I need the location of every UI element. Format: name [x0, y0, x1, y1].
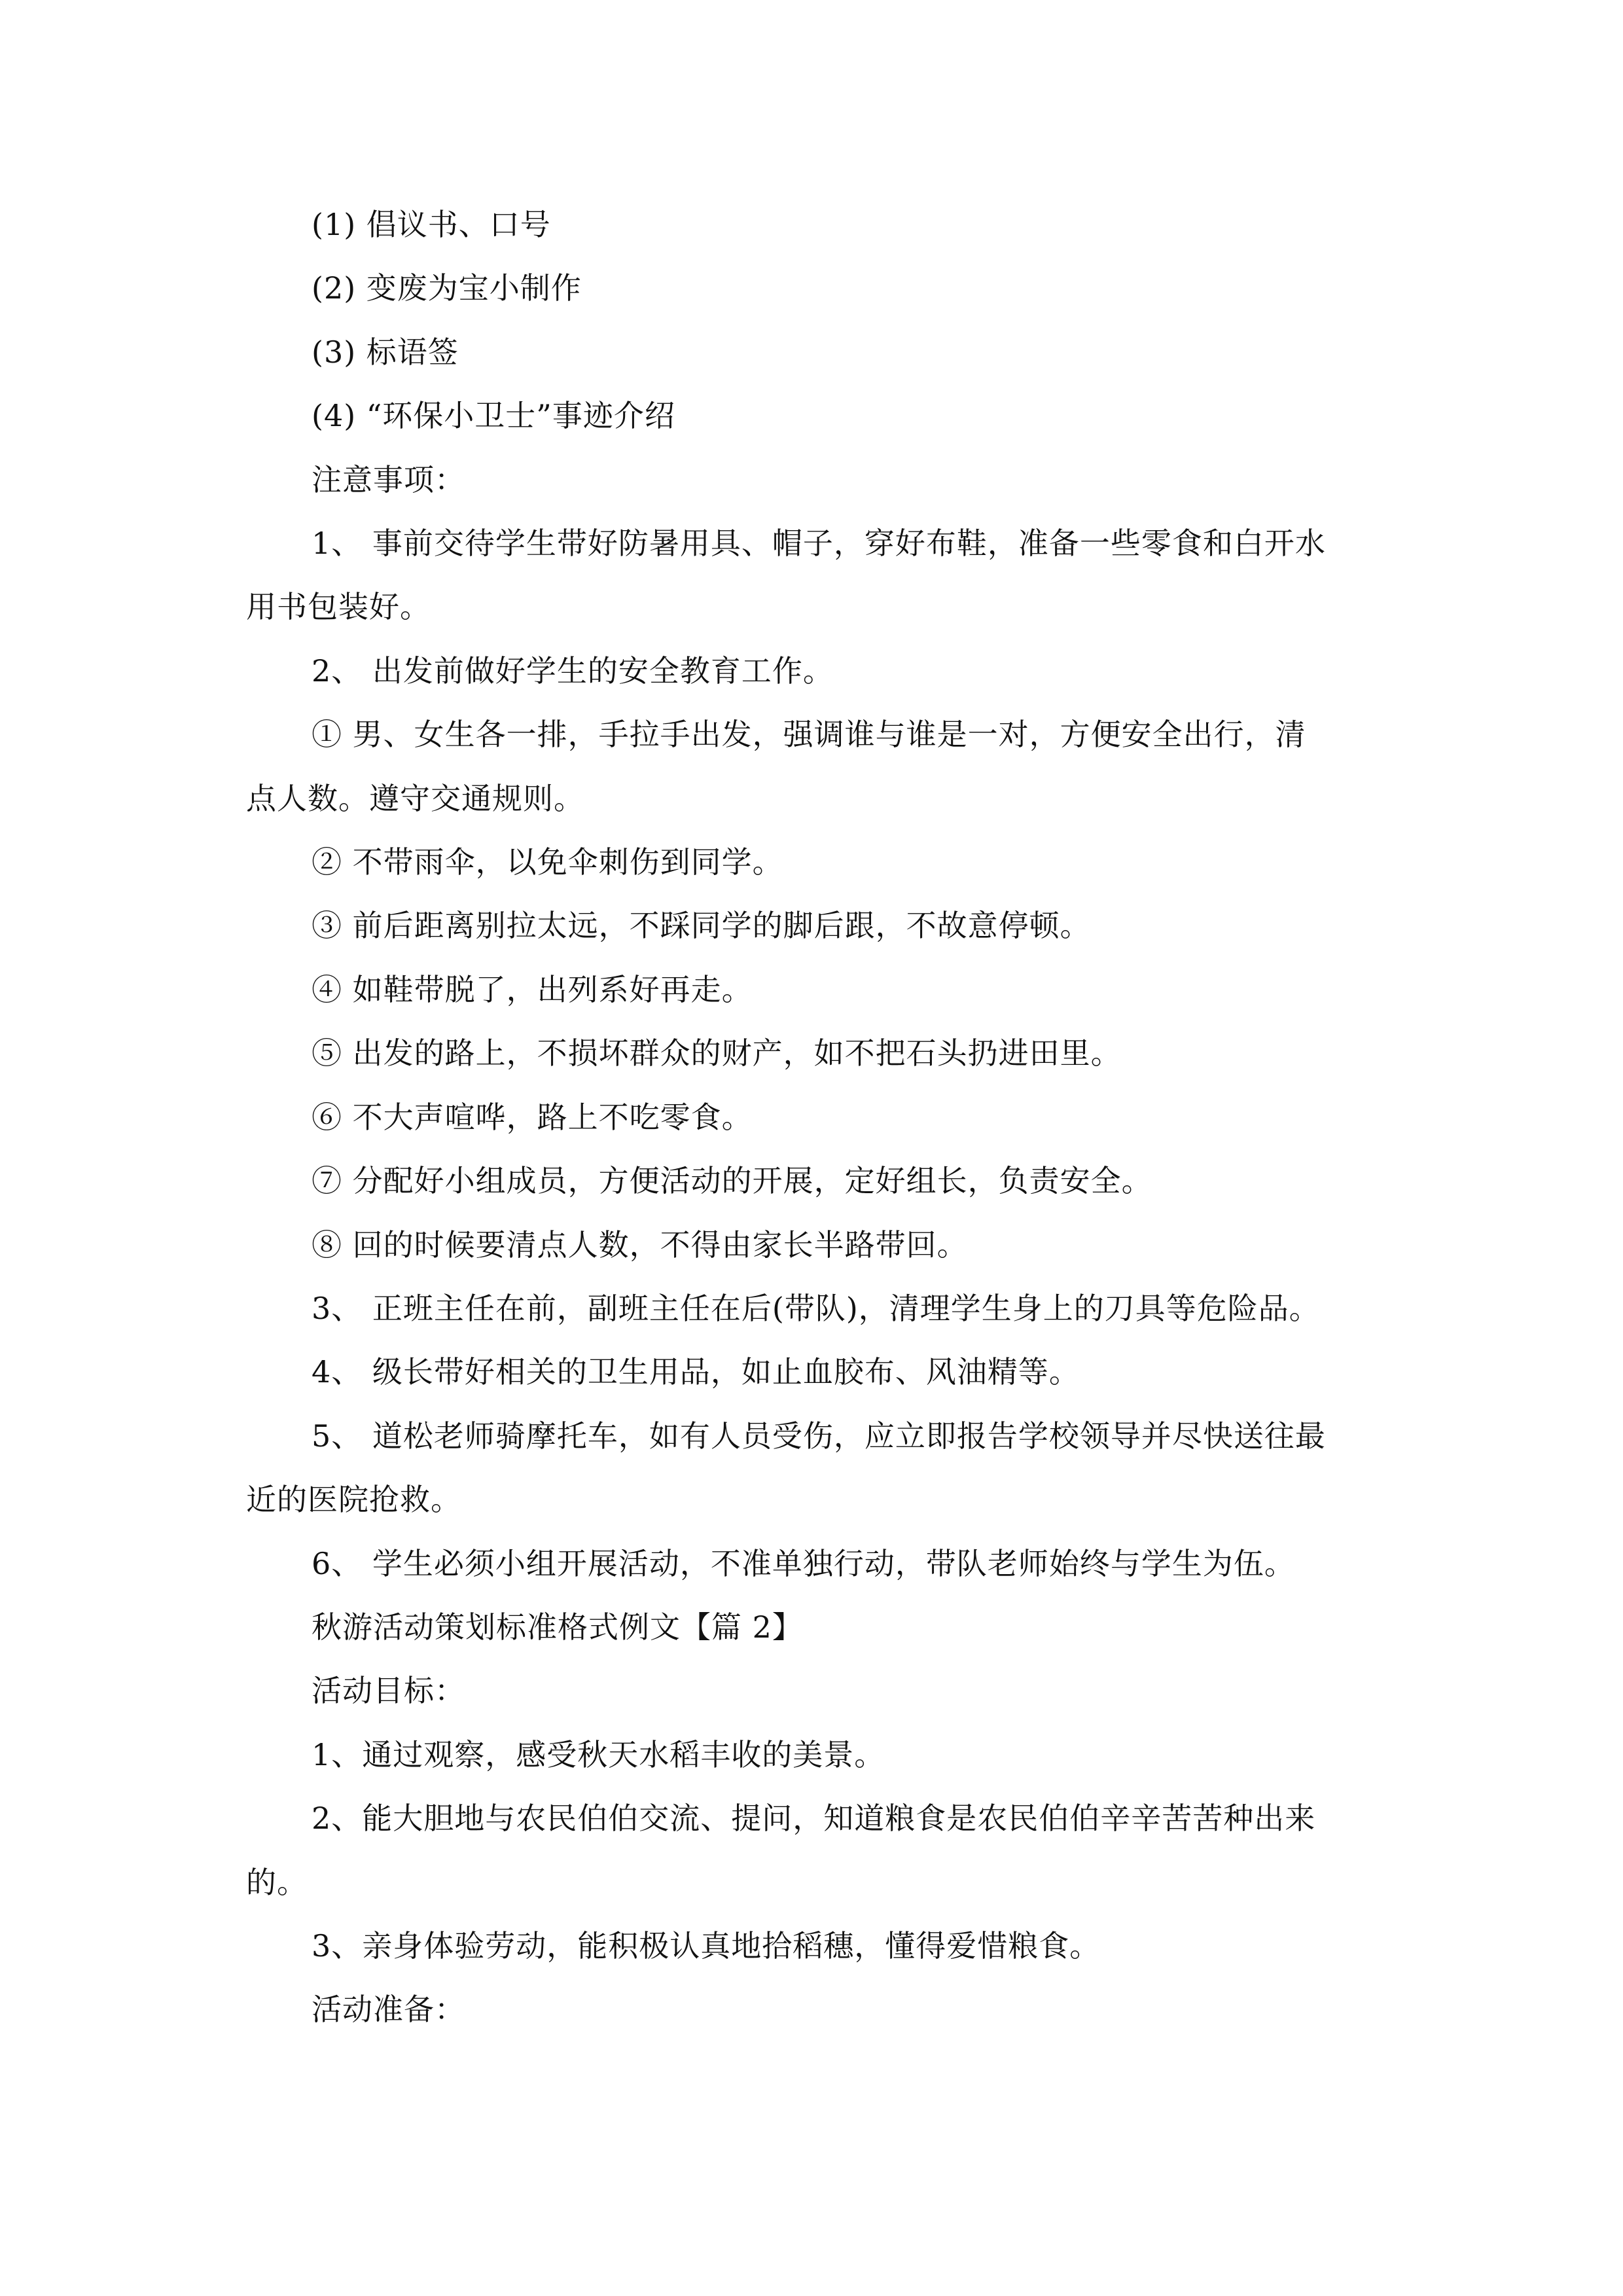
- rule-6: ⑥ 不大声喧哗，路上不吃零食。: [312, 1099, 753, 1135]
- section-heading-notes: 注意事项：: [312, 461, 465, 497]
- rule-1-line-1: ① 男、女生各一排，手拉手出发，强调谁与谁是一对，方便安全出行，清: [312, 717, 1306, 753]
- note-1-line-2: 用书包装好。: [246, 589, 431, 625]
- goal-2-line-2: 的。: [246, 1864, 308, 1900]
- note-6: 6、 学生必须小组开展活动，不准单独行动，带队老师始终与学生为伍。: [312, 1545, 1295, 1581]
- article-title: 秋游活动策划标准格式例文【篇 2】: [312, 1609, 803, 1645]
- list-item-3: (3) 标语签: [312, 334, 459, 370]
- rule-7: ⑦ 分配好小组成员，方便活动的开展，定好组长，负责安全。: [312, 1163, 1152, 1199]
- goal-3: 3、亲身体验劳动，能积极认真地拾稻穗，懂得爱惜粮食。: [312, 1928, 1101, 1964]
- note-5-line-1: 5、 道松老师骑摩托车，如有人员受伤，应立即报告学校领导并尽快送往最: [312, 1418, 1326, 1454]
- goal-2-line-1: 2、能大胆地与农民伯伯交流、提问，知道粮食是农民伯伯辛辛苦苦种出来: [312, 1801, 1316, 1837]
- document-body: [246, 193, 1398, 2042]
- rule-4: ④ 如鞋带脱了，出列系好再走。: [312, 971, 753, 1007]
- goal-1: 1、通过观察，感受秋天水稻丰收的美景。: [312, 1736, 885, 1772]
- list-item-1: (1) 倡议书、口号: [312, 207, 551, 242]
- rule-5: ⑤ 出发的路上，不损坏群众的财产，如不把石头扔进田里。: [312, 1035, 1122, 1071]
- note-4: 4、 级长带好相关的卫生用品，如止血胶布、风油精等。: [312, 1354, 1080, 1390]
- rule-3: ③ 前后距离别拉太远，不踩同学的脚后跟，不故意停顿。: [312, 908, 1091, 944]
- rule-1-line-2: 点人数。遵守交通规则。: [246, 780, 584, 816]
- section-heading-preparation: 活动准备：: [312, 1992, 465, 2028]
- section-heading-goals: 活动目标：: [312, 1673, 465, 1709]
- note-3: 3、 正班主任在前，副班主任在后(带队)，清理学生身上的刀具等危险品。: [312, 1290, 1320, 1326]
- note-1-line-1: 1、 事前交待学生带好防暑用具、帽子，穿好布鞋，准备一些零食和白开水: [312, 526, 1326, 562]
- list-item-2: (2) 变废为宝小制作: [312, 270, 582, 306]
- list-item-4: (4) “环保小卫士”事迹介绍: [312, 398, 675, 434]
- note-2: 2、 出发前做好学生的安全教育工作。: [312, 653, 834, 689]
- rule-2: ② 不带雨伞，以免伞刺伤到同学。: [312, 844, 783, 880]
- note-5-line-2: 近的医院抢救。: [246, 1482, 461, 1518]
- rule-8: ⑧ 回的时候要清点人数，不得由家长半路带回。: [312, 1227, 968, 1263]
